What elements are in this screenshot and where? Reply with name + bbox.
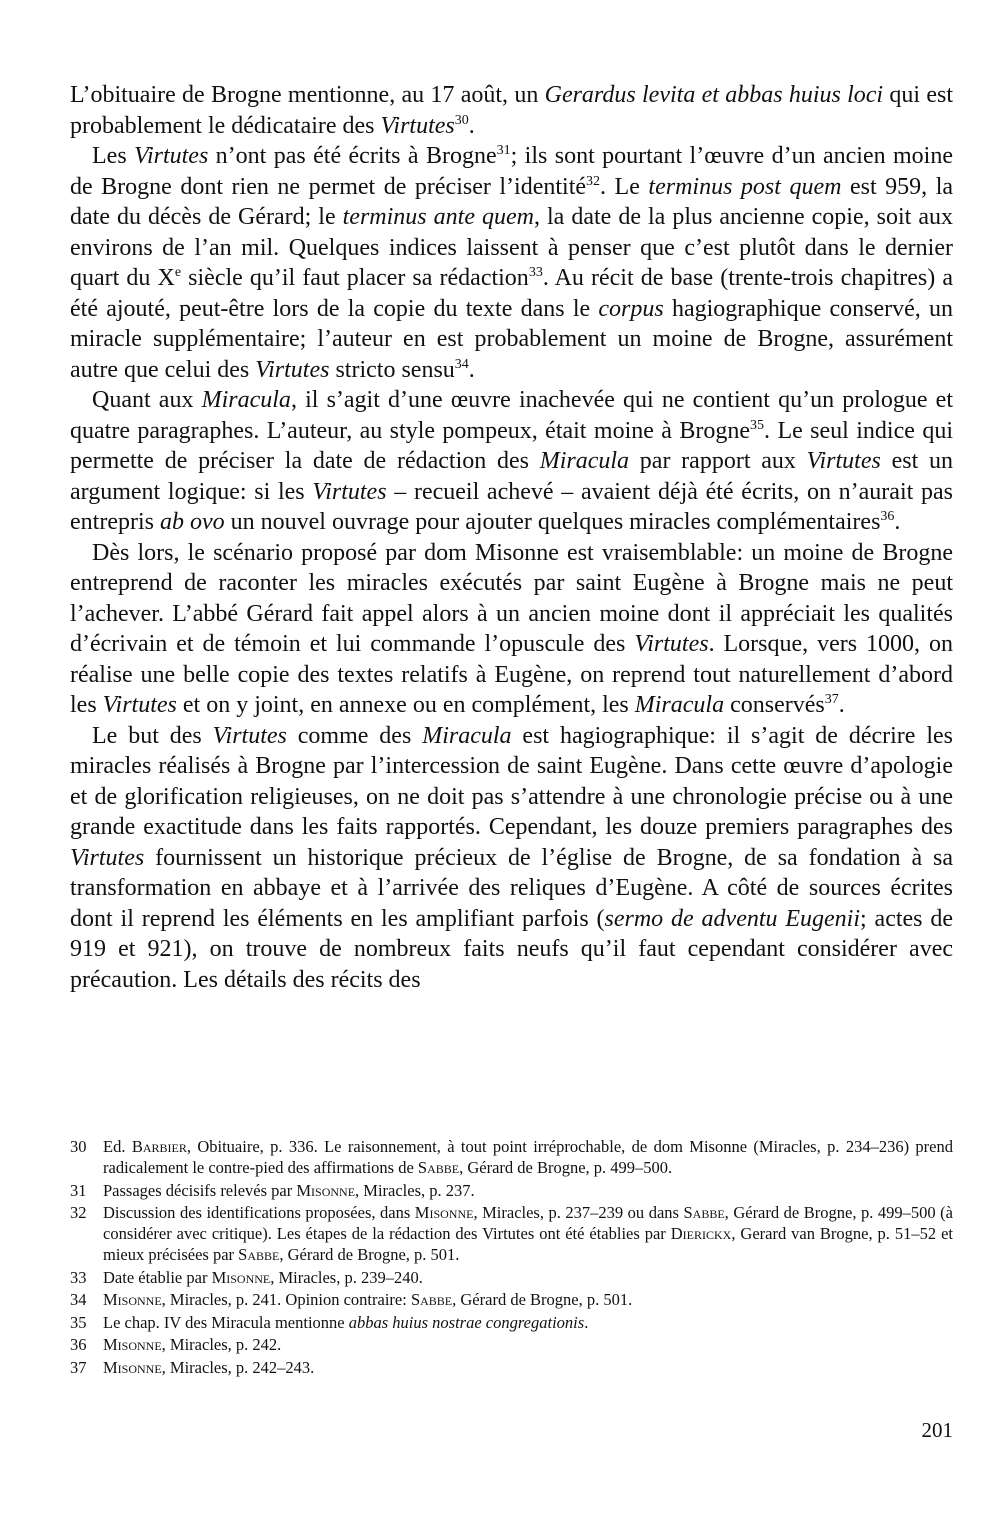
- footnote: [70, 1312, 953, 1333]
- italic-text: Virtutes: [102, 692, 177, 718]
- text-run: siècle qu’il faut placer sa rédaction: [181, 265, 529, 291]
- text-run: , Gérard de Brogne, p. 501.: [279, 1245, 460, 1264]
- paragraph: [70, 721, 953, 996]
- footnote-ref: 34: [454, 356, 469, 372]
- footnote-number: 32: [70, 1203, 87, 1222]
- text-run: , Obituaire, p. 336. Le raisonnement, à tout point irréprochable, de dom Misonne (Miracles, p. 234–236) prend radicalement le contre-pied des affirmations de: [103, 1137, 953, 1177]
- footnote-ref: 36: [880, 509, 895, 524]
- text-run: , Gérard de Brogne, p. 501.: [452, 1290, 633, 1309]
- page-number: 201: [921, 1418, 953, 1442]
- text-run: comme des: [286, 722, 423, 749]
- author-name: Misonne: [296, 1180, 356, 1200]
- footnote: [70, 1334, 953, 1355]
- text-run: ; ils sont pourtant l’œuvre d’un ancien moine de Brogne dont rien ne permet de préciser l’identité: [70, 143, 954, 200]
- italic-text: corpus: [598, 295, 664, 322]
- italic-text: Virtutes: [634, 631, 709, 657]
- text-run: est un argument logique: si les: [70, 448, 953, 505]
- text-run: est 959, la date du décès de Gérard; le: [70, 173, 954, 230]
- text-run: Date établie par: [103, 1267, 212, 1287]
- footnote-ref: e: [174, 265, 182, 280]
- author-name: Sabbe: [410, 1290, 453, 1309]
- footnote-ref: 33: [528, 265, 543, 280]
- text-run: Le chap. IV des Miracula mentionne: [103, 1312, 349, 1332]
- author-name: Sabbe: [238, 1245, 280, 1264]
- text-run: est hagiographique: il s’agit de décrire les miracles réalisés à Brogne par l’intercession de saint Eugène. Dans cette œuvre d’apologie et de glorification religieuses, on ne doit pas s’attendre à une chronologie précise ou à une grande exactitude dans les faits rapportés. Cependant, les douze premiers paragraphes des: [70, 722, 953, 840]
- paragraph: [70, 80, 953, 141]
- italic-text: Virtutes: [806, 448, 881, 474]
- text-run: un nouvel ouvrage pour ajouter quelques miracles complémentaires: [224, 509, 881, 535]
- main-text: [70, 80, 953, 995]
- italic-text: Miracula: [201, 387, 291, 413]
- text-run: par rapport aux: [629, 448, 807, 474]
- italic-text: Miracula: [539, 448, 630, 474]
- text-run: . Lorsque, vers 1000, on réalise une belle copie des textes relatifs à Eugène, on reprend tout naturellement d’abord les: [70, 631, 953, 718]
- author-name: Barbier: [131, 1137, 187, 1156]
- footnote-number: 30: [70, 1137, 87, 1156]
- author-name: Misonne: [103, 1357, 162, 1377]
- text-run: .: [894, 509, 901, 535]
- italic-text: Miracula: [422, 722, 512, 749]
- text-run: stricto sensu: [329, 356, 455, 383]
- author-name: Misonne: [211, 1267, 271, 1287]
- author-name: Misonne: [103, 1290, 162, 1309]
- text-run: , Miracles, p. 242.: [161, 1335, 282, 1354]
- text-run: Ed.: [103, 1137, 132, 1156]
- text-run: , Miracles, p. 239–240.: [270, 1267, 423, 1287]
- text-run: n’ont pas été écrits à Brogne: [208, 143, 497, 169]
- italic-text: abbas huius nostrae congregationis: [348, 1312, 585, 1332]
- text-run: Les: [92, 143, 135, 169]
- footnote-number: 34: [70, 1290, 87, 1309]
- text-run: , Miracles, p. 242–243.: [161, 1357, 315, 1377]
- italic-text: ab ovo: [159, 509, 225, 535]
- paragraph: [70, 385, 953, 538]
- text-run: Dès lors, le scénario proposé par dom Misonne est vraisemblable: un moine de Brogne entreprend de raconter les miracles exécutés par saint Eugène à Brogne mais ne peut l’achever. L’abbé Gérard fait appel alors à un ancien moine dont il appréciait les qualités d’écrivain et de témoin et lui commande l’opuscule des: [70, 539, 953, 657]
- text-run: , Gérard de Brogne, p. 499–500 (à considérer avec critique). Les étapes de la rédaction des Virtutes ont été établies par: [103, 1203, 953, 1243]
- author-name: Sabbe: [417, 1158, 460, 1177]
- footnote-ref: 32: [586, 173, 601, 189]
- paragraph: [70, 141, 953, 385]
- text-run: fournissent un historique précieux de l’église de Brogne, de sa fondation à sa transformation en abbaye et à l’arrivée des reliques d’Eugène. A côté de sources écrites dont il reprend les éléments en les amplifiant parfois (: [70, 844, 953, 932]
- text-run: .: [838, 692, 845, 718]
- text-run: . Le seul indice qui permette de préciser la date de rédaction des: [70, 417, 953, 474]
- text-run: , Gérard de Brogne, p. 499–500.: [459, 1158, 673, 1177]
- author-name: Misonne: [414, 1203, 474, 1222]
- italic-text: Miracula: [634, 692, 725, 718]
- text-run: .: [468, 356, 475, 383]
- footnote: [70, 1136, 953, 1178]
- text-run: – recueil achevé – avaient déjà été écrits, on n’aurait pas entrepris: [70, 478, 953, 535]
- text-run: Quant aux: [92, 387, 202, 413]
- text-run: Discussion des identifications proposées, dans: [103, 1203, 415, 1222]
- text-run: . Au récit de base (trente-trois chapitres) a été ajouté, peut-être lors de la copie du texte dans le: [70, 265, 953, 322]
- italic-text: Virtutes: [212, 722, 287, 749]
- author-name: Dierickx: [670, 1224, 732, 1243]
- footnote: [70, 1202, 953, 1265]
- italic-text: Virtutes: [70, 844, 145, 871]
- footnote-ref: 30: [454, 112, 469, 128]
- text-run: , Miracles, p. 241. Opinion contraire:: [161, 1290, 411, 1309]
- italic-text: Gerardus levita et abbas huius loci: [544, 82, 884, 108]
- footnote-number: 36: [70, 1335, 87, 1354]
- text-run: .: [468, 112, 475, 139]
- footnote-ref: 31: [496, 143, 511, 158]
- italic-text: Virtutes: [134, 143, 209, 169]
- author-name: Sabbe: [683, 1203, 725, 1222]
- text-run: , il s’agit d’une œuvre inachevée qui ne contient qu’un prologue et quatre paragraphes. L’auteur, au style pompeux, était moine à Brogne: [70, 387, 953, 444]
- text-run: Passages décisifs relevés par: [103, 1180, 297, 1200]
- italic-text: Virtutes: [255, 356, 330, 383]
- text-run: ; actes de 919 et 921), on trouve de nombreux faits neufs qu’il faut cependant considérer avec précaution. Les détails des récits des: [70, 905, 954, 993]
- text-run: hagiographique conservé, un miracle supplémentaire; l’auteur en est probablement un moine de Brogne, assurément autre que celui des: [70, 295, 953, 383]
- text-run: .: [584, 1312, 589, 1332]
- footnote-number: 31: [70, 1180, 87, 1200]
- italic-text: Virtutes: [380, 112, 455, 139]
- footnote: [70, 1267, 953, 1288]
- footnote: [70, 1289, 953, 1310]
- footnote-ref: 37: [824, 692, 839, 707]
- text-run: conservés: [724, 692, 825, 718]
- footnote-number: 35: [70, 1312, 87, 1332]
- text-run: , Gerard van Brogne, p. 51–52 et mieux précisées par: [103, 1224, 953, 1264]
- footnote-number: 33: [70, 1267, 87, 1287]
- footnote: [70, 1180, 953, 1201]
- footnotes: [70, 1136, 953, 1379]
- text-run: L’obituaire de Brogne mentionne, au 17 août, un: [70, 82, 545, 108]
- text-run: , Miracles, p. 237.: [355, 1180, 475, 1200]
- italic-text: terminus post quem: [648, 173, 842, 200]
- italic-text: terminus ante quem: [342, 204, 534, 230]
- italic-text: sermo de adventu Eugenii: [604, 905, 861, 932]
- text-run: , Miracles, p. 237–239 ou dans: [473, 1203, 684, 1222]
- italic-text: Virtutes: [312, 478, 387, 505]
- footnote: [70, 1357, 953, 1378]
- footnote-ref: 35: [750, 417, 765, 433]
- text-run: , la date de la plus ancienne copie, soit aux environs de l’an mil. Quelques indices laissent à penser que c’est plutôt dans le dernier quart du X: [70, 204, 953, 291]
- paragraph: [70, 538, 953, 721]
- text-run: qui est probablement le dédicataire des: [70, 82, 954, 139]
- text-run: . Le: [600, 173, 649, 200]
- text-run: Le but des: [92, 722, 213, 749]
- text-run: et on y joint, en annexe ou en complément, les: [176, 692, 635, 718]
- author-name: Misonne: [103, 1335, 162, 1354]
- footnote-number: 37: [70, 1357, 87, 1377]
